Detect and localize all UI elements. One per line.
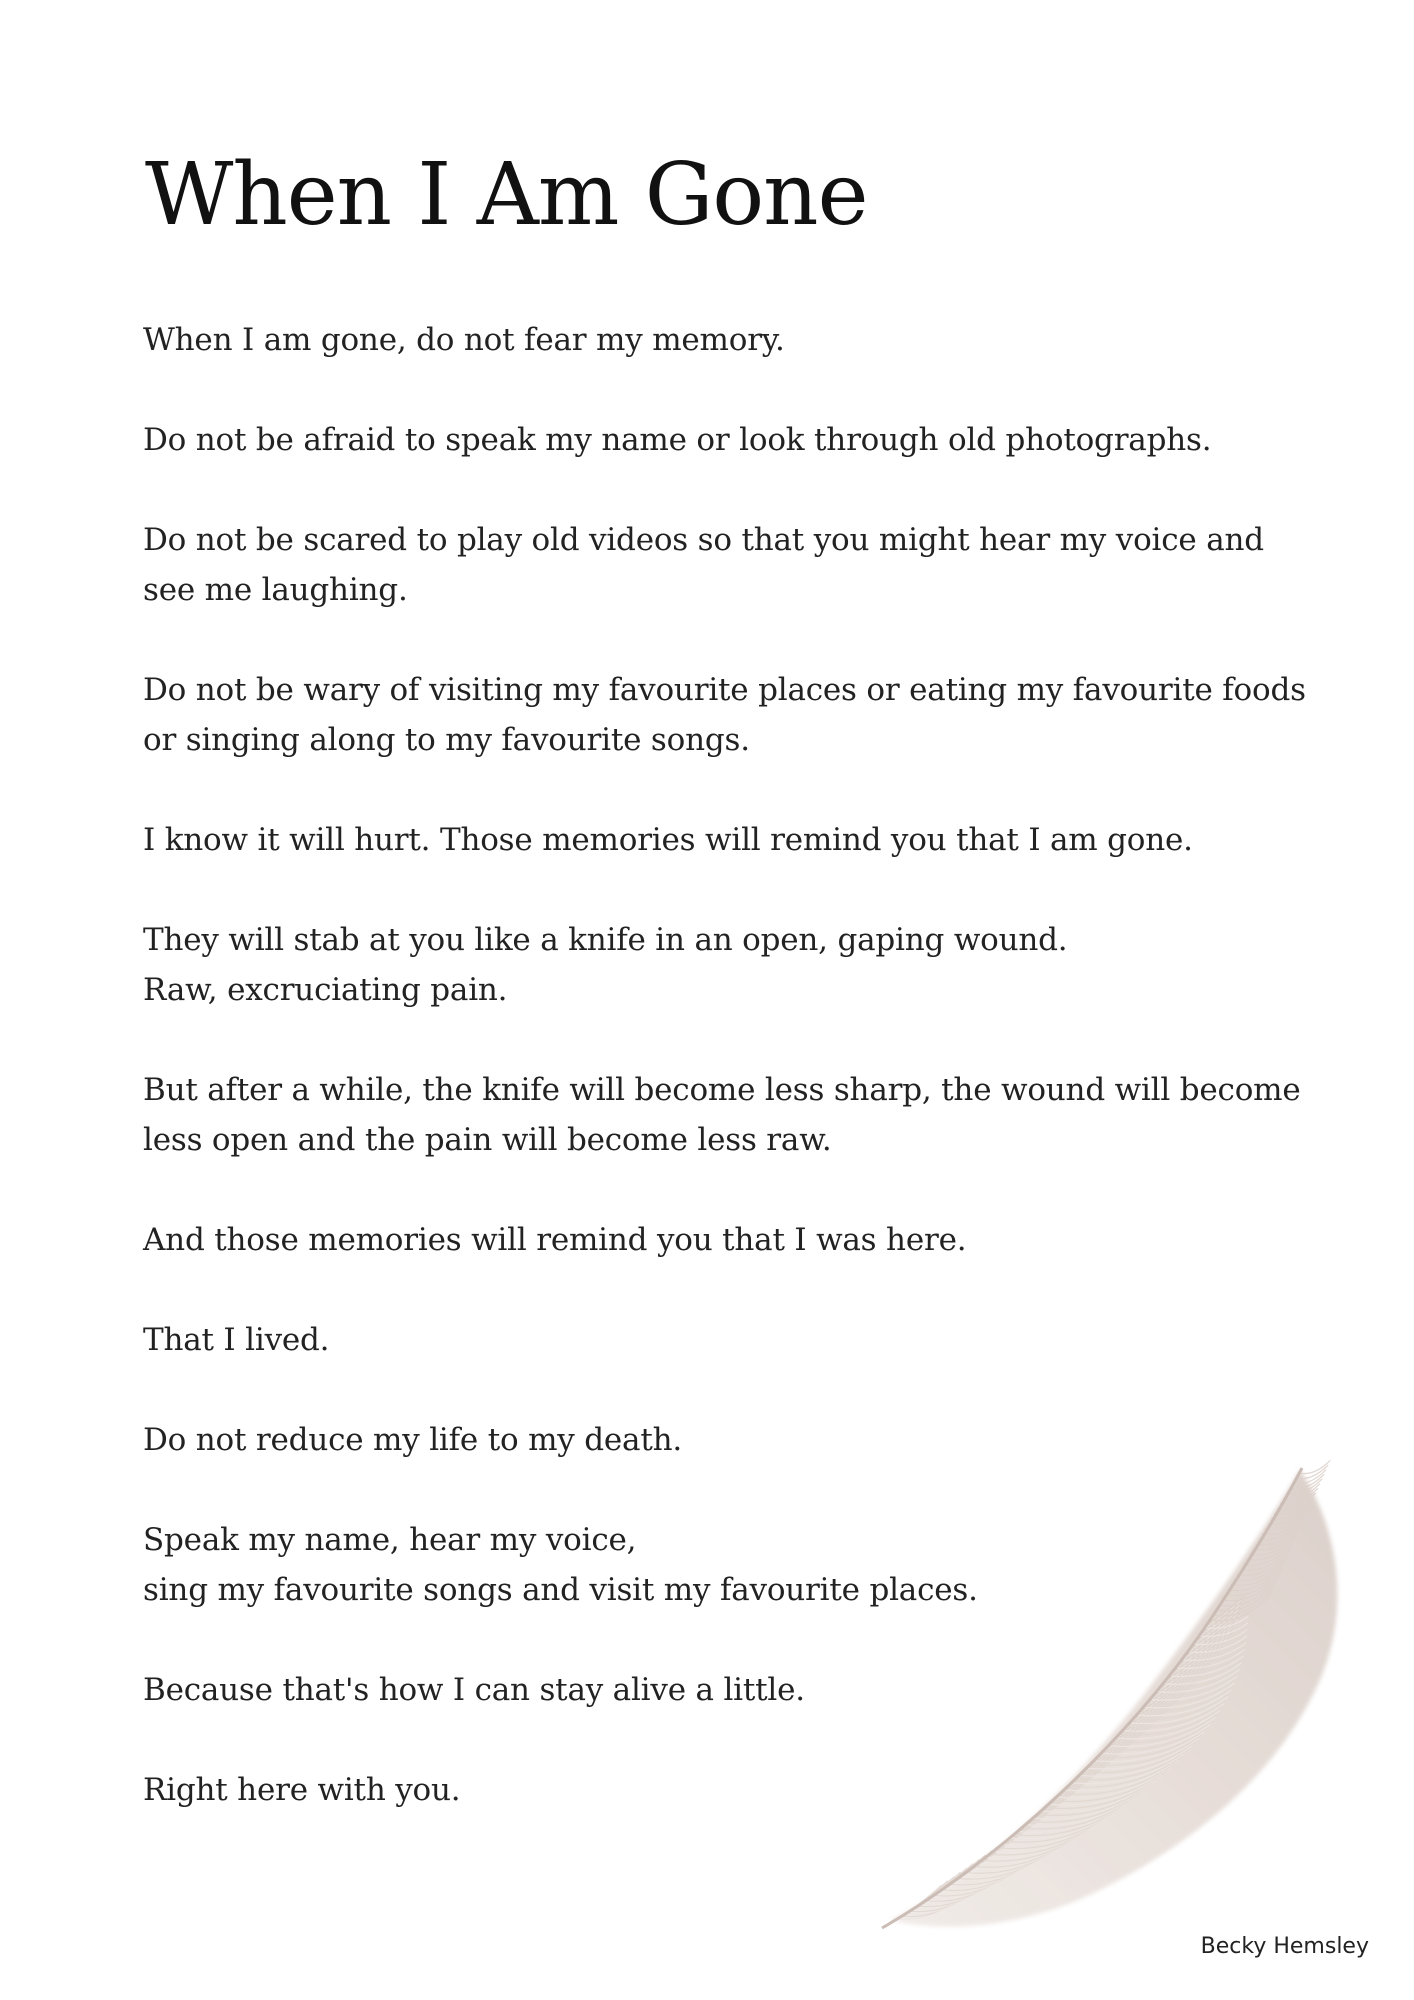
stanza (143, 515, 1343, 615)
author-name: Becky Hemsley (1200, 1934, 1369, 1959)
poem-line: see me laughing. (143, 572, 408, 608)
poem-line: or singing along to my favourite songs. (143, 722, 750, 758)
poem-line: Do not reduce my life to my death. (143, 1422, 682, 1458)
poem-line: And those memories will remind you that I was here. (143, 1222, 967, 1258)
poem-line: But after a while, the knife will become less sharp, the wound will become (143, 1072, 1301, 1108)
poem-line: less open and the pain will become less raw. (143, 1122, 832, 1158)
poem-line: Do not be afraid to speak my name or look through old photographs. (143, 422, 1212, 458)
feather-icon (870, 1440, 1410, 1980)
poem-line: Do not be wary of visiting my favourite places or eating my favourite foods (143, 672, 1306, 708)
poem-line: Do not be scared to play old videos so that you might hear my voice and (143, 522, 1264, 558)
poem-line: That I lived. (143, 1322, 330, 1358)
page-title: When I Am Gone (145, 145, 868, 245)
stanza (143, 1065, 1343, 1165)
poem-line: Because that's how I can stay alive a little. (143, 1672, 805, 1708)
stanza (143, 1215, 1343, 1265)
stanza (143, 415, 1343, 465)
poem-line: Right here with you. (143, 1772, 461, 1808)
poem-line: I know it will hurt. Those memories will remind you that I am gone. (143, 822, 1193, 858)
stanza (143, 915, 1343, 1015)
stanza (143, 815, 1343, 865)
stanza (143, 665, 1343, 765)
stanza (143, 315, 1343, 365)
poem-line: sing my favourite songs and visit my favourite places. (143, 1572, 978, 1608)
poem-line: Raw, excruciating pain. (143, 972, 508, 1008)
poem-line: When I am gone, do not fear my memory. (143, 322, 785, 358)
stanza (143, 1315, 1343, 1365)
poem-line: They will stab at you like a knife in an open, gaping wound. (143, 922, 1068, 958)
poem-line: Speak my name, hear my voice, (143, 1522, 637, 1558)
